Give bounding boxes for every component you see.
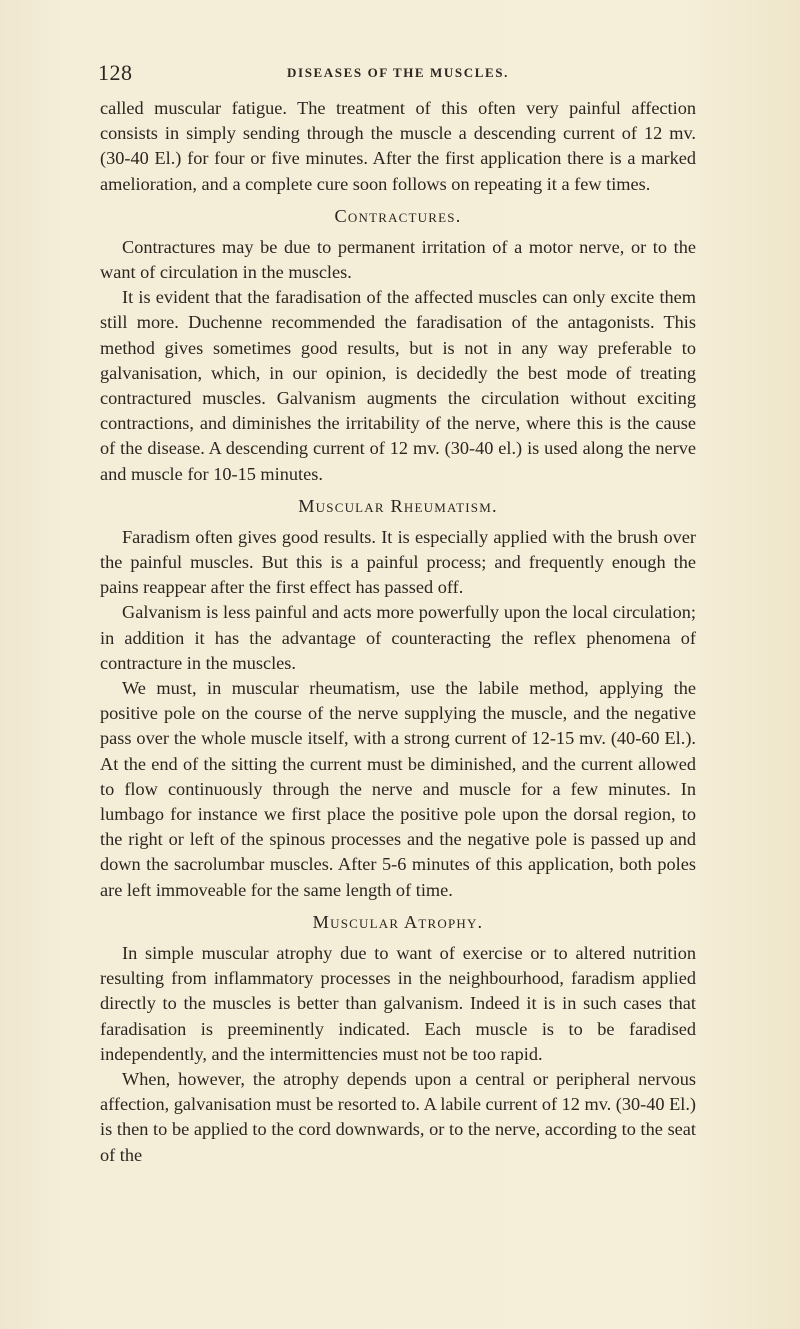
paragraph: We must, in muscular rheumatism, use the labile method, applying the positive pole on the course of the nerve supplying the muscle, and the negative pass over the whole muscle itself, with a strong current of 12-15 mv. (40-60 El.). At the end of the sitting the current must be diminished, and the current allowed to flow continuously through the nerve and muscle for a few minutes. In lumbago for instance we first place the positive pole upon the dorsal region, to the right or left of the spinous processes and the negative pole is passed up and down the sacrolumbar muscles. After 5-6 minutes of this application, both poles are left immoveable for the same length of time. bbox=[100, 678, 696, 900]
section-heading-muscular-atrophy: Muscular Atrophy. bbox=[312, 911, 484, 932]
section-heading-contractures: Contractures. bbox=[334, 205, 462, 226]
paragraph: Faradism often gives good results. It is especially applied with the brush over the painful muscles. But this is a painful process; and frequently enough the pains reappear after the first effect has passed off. bbox=[100, 526, 696, 598]
intro-paragraph: called muscular fatigue. The treatment of this often very painful affection consists in simply sending through the muscle a descending current of 12 mv. (30-40 El.) for four or five minutes. After the first application there is a marked amelioration, and a complete cure soon follows on repeating it a few times. bbox=[100, 98, 696, 194]
running-head: DISEASES OF THE MUSCLES. bbox=[287, 65, 509, 80]
paragraph: It is evident that the faradisation of the affected muscles can only excite them still more. Duchenne recommended the faradisation of the antagonists. This method gives sometimes good results, but is not in any way preferable to galvanisation, which, in our opinion, is decidedly the best mode of treating contractured muscles. Galvanism augments the circulation without exciting contractions, and diminishes the irritability of the nerve, where this is the cause of the disease. A descending current of 12 mv. (30-40 el.) is used along the nerve and muscle for 10-15 minutes. bbox=[100, 287, 696, 484]
page-number: 128 bbox=[98, 60, 133, 85]
paragraph: Contractures may be due to permanent irritation of a motor nerve, or to the want of circulation in the muscles. bbox=[100, 236, 696, 283]
page-body bbox=[100, 96, 696, 1168]
page-header bbox=[98, 60, 698, 84]
paragraph: When, however, the atrophy depends upon a central or peripheral nervous affection, galvanisation must be resorted to. A labile current of 12 mv. (30-40 El.) is then to be applied to the cord downwards, or to the nerve, according to the seat of the bbox=[100, 1068, 697, 1165]
paragraph: In simple muscular atrophy due to want of exercise or to altered nutrition resulting from inflammatory processes in the neighbourhood, faradism applied directly to the muscles is better than galvanism. Indeed it is in such cases that faradisation is preeminently indicated. Each muscle is to be faradised independently, and the intermittencies must not be too rapid. bbox=[100, 942, 696, 1064]
section-heading-muscular-rheumatism: Muscular Rheumatism. bbox=[298, 495, 498, 516]
paragraph: Galvanism is less painful and acts more powerfully upon the local circulation; in addition it has the advantage of counteracting the reflex phenomena of contracture in the muscles. bbox=[100, 602, 696, 673]
